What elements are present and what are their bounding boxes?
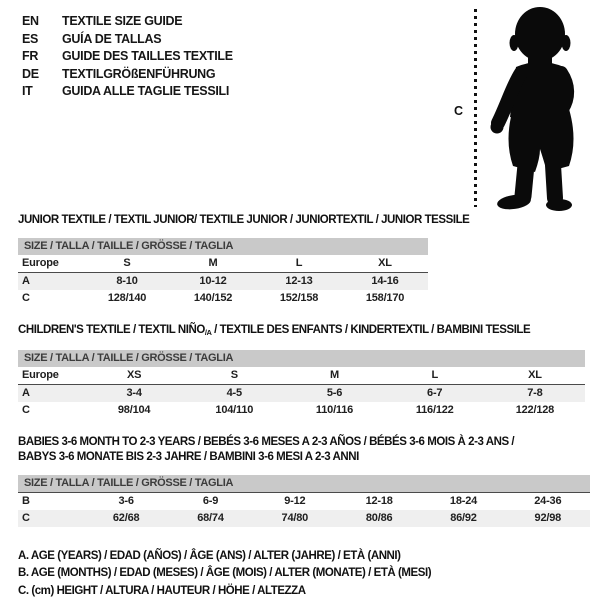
row-value: 6-9 (202, 494, 219, 507)
language-code: DE (22, 66, 39, 81)
row-label: Europe (22, 368, 59, 381)
size-table-header: SIZE / TALLA / TAILLE / GRÖSSE / TAGLIA (18, 350, 585, 367)
measure-row-a (18, 273, 428, 290)
row-label: A (22, 386, 30, 399)
row-value: 92/98 (534, 511, 562, 524)
row-value: 110/116 (315, 403, 354, 416)
row-value: 62/68 (112, 511, 140, 524)
section-title-line (18, 435, 590, 450)
title-text: CHILDREN'S TEXTILE / TEXTIL NIÑO (18, 323, 205, 336)
row-value: 74/80 (281, 511, 309, 524)
measure-row-b (18, 493, 590, 510)
row-value: 3-4 (126, 386, 142, 399)
title-text: BABYS 3-6 MONATE BIS 2-3 JAHRE / BAMBINI 3-6 MESI A 2-3 ANNI (18, 450, 359, 463)
row-value: 68/74 (197, 511, 224, 524)
language-title: GUIDE DES TAILLES TEXTILE (62, 49, 233, 63)
row-label: A (22, 274, 30, 287)
row-value: 12-18 (365, 494, 393, 507)
row-value: 158/170 (365, 291, 405, 304)
row-value: 7-8 (527, 386, 543, 399)
size-table (18, 238, 428, 307)
row-value: M (208, 256, 218, 269)
height-measure-figure (440, 0, 600, 215)
row-value: 4-5 (226, 386, 242, 399)
size-section (18, 435, 590, 527)
row-value: XL (528, 368, 542, 381)
row-label: Europe (22, 256, 59, 269)
measure-row-c (18, 290, 428, 307)
footnote-c: C. (cm) HEIGHT / ALTURA / HAUTEUR / HÖHE / ALTEZZA (18, 584, 306, 597)
section-title-line (18, 323, 590, 340)
measure-c-label: C (454, 104, 464, 118)
sections (18, 213, 590, 527)
size-section (18, 323, 590, 419)
columns-header-row (18, 255, 428, 273)
row-value: 9-12 (284, 494, 306, 507)
row-value: 86/92 (450, 511, 477, 524)
title-subscript: /A (204, 327, 212, 337)
size-table-header: SIZE / TALLA / TAILLE / GRÖSSE / TAGLIA (18, 238, 428, 255)
row-value: 18-24 (449, 494, 478, 507)
language-title: GUÍA DE TALLAS (62, 31, 162, 46)
language-code: IT (22, 84, 33, 98)
row-value: 24-36 (534, 494, 562, 507)
section-title (18, 323, 590, 340)
row-value: 3-6 (118, 494, 134, 507)
language-title: TEXTILGRÖßENFÜHRUNG (62, 66, 216, 81)
row-value: 14-16 (371, 274, 399, 287)
section-title-line (18, 450, 590, 465)
measure-row-c (18, 402, 585, 419)
toddler-silhouette-icon (483, 5, 595, 211)
height-measure-dashed-line (474, 9, 477, 207)
footnotes (18, 548, 600, 600)
size-table-header: SIZE / TALLA / TAILLE / GRÖSSE / TAGLIA (18, 475, 590, 493)
language-code: ES (22, 31, 39, 46)
language-title: GUIDA ALLE TAGLIE TESSILI (62, 84, 230, 98)
row-value: 140/152 (193, 291, 233, 304)
measure-row-c (18, 510, 590, 527)
row-label: C (22, 403, 30, 416)
row-value: 152/158 (279, 291, 319, 304)
row-value: 6-7 (427, 386, 443, 399)
title-text: BABIES 3-6 MONTH TO 2-3 YEARS / BEBÉS 3-6 MESES A 2-3 AÑOS / BÉBÉS 3-6 MOIS À 2-3 ANS / (18, 435, 515, 448)
measure-row-a (18, 385, 585, 402)
row-value: 116/122 (415, 403, 454, 416)
row-value: XL (378, 256, 392, 269)
row-value: L (431, 368, 438, 381)
row-value: 8-10 (116, 274, 138, 287)
row-label: C (22, 511, 30, 524)
row-value: 128/140 (107, 291, 147, 304)
columns-header-row (18, 367, 585, 385)
language-code: EN (22, 14, 39, 28)
row-value: 98/104 (117, 403, 151, 416)
row-label: C (22, 291, 30, 304)
row-value: 122/128 (515, 403, 555, 416)
footnote-b: B. AGE (MONTHS) / EDAD (MESES) / ÂGE (MOIS) / ALTER (MONATE) / ETÀ (MESI) (18, 567, 432, 579)
row-value: 5-6 (326, 386, 343, 399)
title-text: JUNIOR TEXTILE / TEXTIL JUNIOR/ TEXTILE JUNIOR / JUNIORTEXTIL / JUNIOR TESSILE (18, 213, 470, 226)
language-code: FR (22, 49, 39, 63)
row-value: 104/110 (215, 403, 254, 416)
row-value: XS (126, 368, 142, 381)
row-value: L (295, 256, 303, 269)
row-value: 80/86 (365, 511, 393, 524)
size-section (18, 213, 590, 307)
row-value: S (123, 256, 131, 269)
title-text: / TEXTILE DES ENFANTS / KINDERTEXTIL / BAMBINI TESSILE (211, 323, 531, 336)
row-value: 12-13 (285, 274, 313, 287)
row-label: B (22, 494, 30, 507)
language-title: TEXTILE SIZE GUIDE (62, 14, 183, 28)
row-value: M (330, 368, 339, 381)
section-title (18, 435, 590, 465)
row-value: S (230, 368, 238, 381)
size-table (18, 475, 590, 527)
size-table (18, 350, 585, 419)
footnote-a: A. AGE (YEARS) / EDAD (AÑOS) / ÂGE (ANS) / ALTER (JAHRE) / ETÀ (ANNI) (18, 549, 401, 562)
row-value: 10-12 (199, 274, 227, 287)
